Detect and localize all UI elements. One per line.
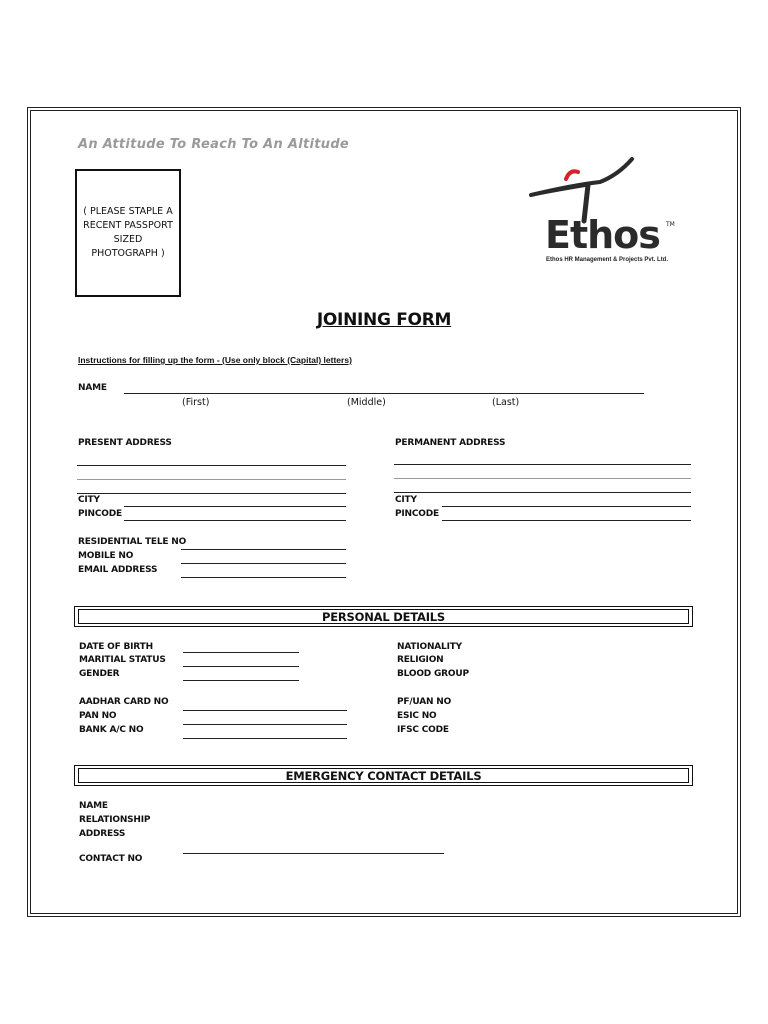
email-line[interactable] xyxy=(181,577,346,578)
marital-status-line[interactable] xyxy=(183,666,299,667)
logo-company-name: Ethos HR Management & Projects Pvt. Ltd. xyxy=(546,257,669,263)
email-label: EMAIL ADDRESS xyxy=(78,565,158,575)
name-middle-hint: (Middle) xyxy=(347,397,386,408)
instructions: Instructions for filling up the form - (Use only block (Capital) letters) xyxy=(78,355,352,365)
permanent-pincode-line[interactable] xyxy=(442,520,691,521)
aadhar-line[interactable] xyxy=(183,710,347,711)
logo-trademark: TM xyxy=(666,221,675,228)
present-address-label: PRESENT ADDRESS xyxy=(78,438,172,448)
name-input-line[interactable] xyxy=(124,393,644,394)
present-pincode-label: PINCODE xyxy=(78,509,122,519)
mobile-label: MOBILE NO xyxy=(78,551,134,561)
bank-ac-label: BANK A/C NO xyxy=(79,725,144,735)
bank-ac-line[interactable] xyxy=(183,738,347,739)
pan-label: PAN NO xyxy=(79,711,117,721)
permanent-address-line-3[interactable] xyxy=(394,492,691,493)
tagline: An Attitude To Reach To An Altitude xyxy=(78,137,350,152)
residential-tele-label: RESIDENTIAL TELE NO xyxy=(78,537,187,547)
personal-details-header xyxy=(74,606,693,627)
emergency-contact-title: EMERGENCY CONTACT DETAILS xyxy=(78,768,689,783)
pan-line[interactable] xyxy=(183,724,347,725)
present-city-line[interactable] xyxy=(124,506,346,507)
form-title: JOINING FORM xyxy=(316,310,452,330)
permanent-city-label: CITY xyxy=(395,495,417,505)
permanent-pincode-label: PINCODE xyxy=(395,509,439,519)
emergency-relationship-label: RELATIONSHIP xyxy=(79,815,151,825)
permanent-address-line-2[interactable] xyxy=(394,478,691,479)
photo-placeholder-box xyxy=(75,169,181,297)
gender-line[interactable] xyxy=(183,680,299,681)
esic-label: ESIC NO xyxy=(397,711,437,721)
present-address-line-1[interactable] xyxy=(77,465,346,466)
photo-instruction: ( PLEASE STAPLE A RECENT PASSPORT SIZED PHOTOGRAPH ) xyxy=(83,206,173,259)
present-pincode-line[interactable] xyxy=(124,520,346,521)
emergency-address-label: ADDRESS xyxy=(79,829,126,839)
present-address-line-2[interactable] xyxy=(77,479,346,480)
emergency-contact-line[interactable] xyxy=(183,853,444,854)
ethos-logo xyxy=(528,155,678,270)
emergency-contact-header xyxy=(74,765,693,786)
blood-group-label: BLOOD GROUP xyxy=(397,669,469,679)
permanent-address-label: PERMANENT ADDRESS xyxy=(395,438,506,448)
dob-label: DATE OF BIRTH xyxy=(79,642,153,652)
present-city-label: CITY xyxy=(78,495,100,505)
permanent-city-line[interactable] xyxy=(442,506,691,507)
logo-wordmark: Ethos xyxy=(545,213,660,257)
aadhar-label: AADHAR CARD NO xyxy=(79,697,169,707)
nationality-label: NATIONALITY xyxy=(397,642,462,652)
pf-uan-label: PF/UAN NO xyxy=(397,697,452,707)
marital-status-label: MARITIAL STATUS xyxy=(79,655,166,665)
emergency-name-label: NAME xyxy=(79,801,108,811)
name-first-hint: (First) xyxy=(182,397,210,408)
personal-details-title: PERSONAL DETAILS xyxy=(78,609,689,624)
present-address-line-3[interactable] xyxy=(77,493,346,494)
permanent-address-line-1[interactable] xyxy=(394,464,691,465)
residential-tele-line[interactable] xyxy=(181,549,346,550)
name-last-hint: (Last) xyxy=(492,397,520,408)
mobile-line[interactable] xyxy=(181,563,346,564)
gender-label: GENDER xyxy=(79,669,120,679)
emergency-contact-label: CONTACT NO xyxy=(79,854,143,864)
religion-label: RELIGION xyxy=(397,655,444,665)
ifsc-label: IFSC CODE xyxy=(397,725,449,735)
name-label: NAME xyxy=(78,383,107,393)
dob-line[interactable] xyxy=(183,652,299,653)
